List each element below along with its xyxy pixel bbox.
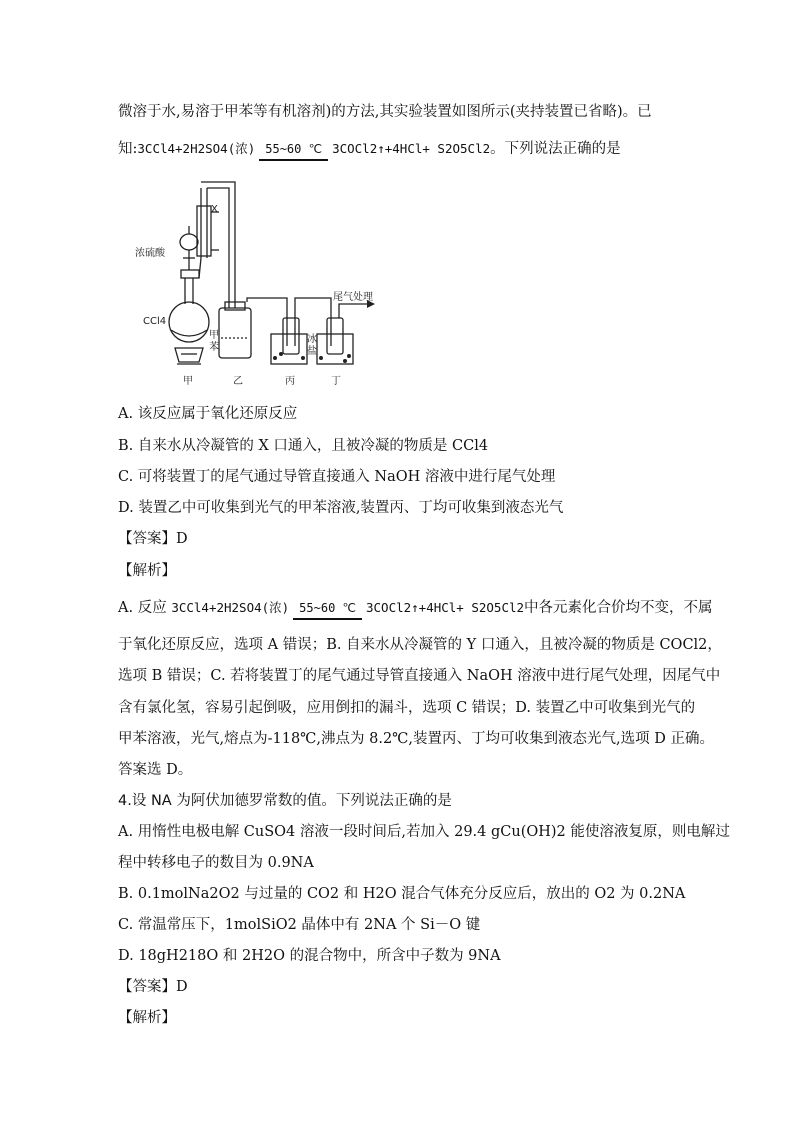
label-ice-1: 冰	[307, 334, 317, 345]
label-x: X	[211, 204, 218, 215]
intro-prefix: 知:	[118, 141, 138, 157]
q4-option-d: D. 18gH218O 和 2H2O 的混合物中，所含中子数为 9NA	[118, 948, 501, 964]
label-conc-acid: 浓硫酸	[135, 248, 165, 259]
label-toluene-1: 甲	[209, 330, 219, 341]
q3-answer: 【答案】D	[118, 531, 188, 547]
q3-option-d: D. 装置乙中可收集到光气的甲苯溶液,装置丙、丁均可收集到液态光气	[118, 500, 564, 516]
label-ccl4: CCl4	[143, 316, 167, 327]
q4-option-b: B. 0.1molNa2O2 与过量的 CO2 和 H2O 混合气体充分反应后，放出的 O2 为 0.2NA	[118, 886, 686, 902]
equation-rhs: 3COCl2↑+4HCl+ S2O5Cl2	[332, 141, 491, 156]
q4-option-a-2: 程中转移电子的数目为 0.9NA	[118, 855, 314, 871]
q3-analysis-line-1: A. 反应 3CCl4+2H2SO4(浓) 55~60 ℃ 3COCl2↑+4HCl+ S2O5Cl2中各元素化合价均不变，不属	[118, 598, 713, 618]
equation-lhs: 3CCl4+2H2SO4(浓)	[137, 141, 256, 156]
q3-option-c: C. 可将装置丁的尾气通过导管直接通入 NaOH 溶液中进行尾气处理	[118, 469, 556, 485]
q3-option-b: B. 自来水从冷凝管的 X 口通入，且被冷凝的物质是 CCl4	[118, 438, 489, 454]
intro-line-1: 微溶于水,易溶于甲苯等有机溶剂)的方法,其实验装置如图所示(夹持装置已省略)。已	[118, 104, 652, 120]
q3-analysis-title: 【解析】	[118, 563, 176, 579]
q3-analysis-line-6: 答案选 D。	[118, 762, 193, 778]
q3-analysis-line-3: 选项 B 错误；C. 若将装置丁的尾气通过导管直接通入 NaOH 溶液中进行尾气处理，因尾气中	[118, 668, 721, 684]
caption-jia: 甲	[183, 376, 193, 387]
q4-option-a-1: A. 用惰性电极电解 CuSO4 溶液一段时间后,若加入 29.4 gCu(OH)2 能使溶液复原，则电解过	[118, 824, 730, 840]
caption-ding: 丁	[331, 376, 341, 387]
apparatus-figure	[135, 178, 395, 390]
q3-analysis-line-5: 甲苯溶液，光气,熔点为-118℃,沸点为 8.2℃,装置丙、丁均可收集到液态光气,选项 D 正确。	[118, 731, 714, 747]
q4-analysis-title: 【解析】	[118, 1010, 176, 1026]
q4-stem: 4.设 NA 为阿伏加德罗常数的值。下列说法正确的是	[118, 793, 452, 809]
q3-option-a: A. 该反应属于氧化还原反应	[118, 406, 298, 422]
label-tail-gas: 尾气处理	[333, 292, 373, 303]
caption-yi: 乙	[233, 376, 243, 387]
equation-condition: 55~60 ℃	[259, 139, 328, 159]
q4-option-c: C. 常温常压下，1molSiO2 晶体中有 2NA 个 Si－O 键	[118, 917, 481, 933]
caption-bing: 丙	[285, 376, 295, 387]
q4-answer: 【答案】D	[118, 979, 188, 995]
intro-line-2	[118, 139, 621, 159]
q3-analysis-line-2: 于氧化还原反应，选项 A 错误；B. 自来水从冷凝管的 Y 口通入，且被冷凝的物质是 COCl2，	[118, 637, 722, 653]
label-ice-2: 盐	[307, 346, 317, 357]
label-toluene-2: 苯	[209, 342, 219, 353]
q3-analysis-line-4: 含有氯化氢，容易引起倒吸，应用倒扣的漏斗，选项 C 错误；D. 装置乙中可收集到光气的	[118, 700, 696, 716]
intro-suffix: 。下列说法正确的是	[490, 141, 621, 157]
